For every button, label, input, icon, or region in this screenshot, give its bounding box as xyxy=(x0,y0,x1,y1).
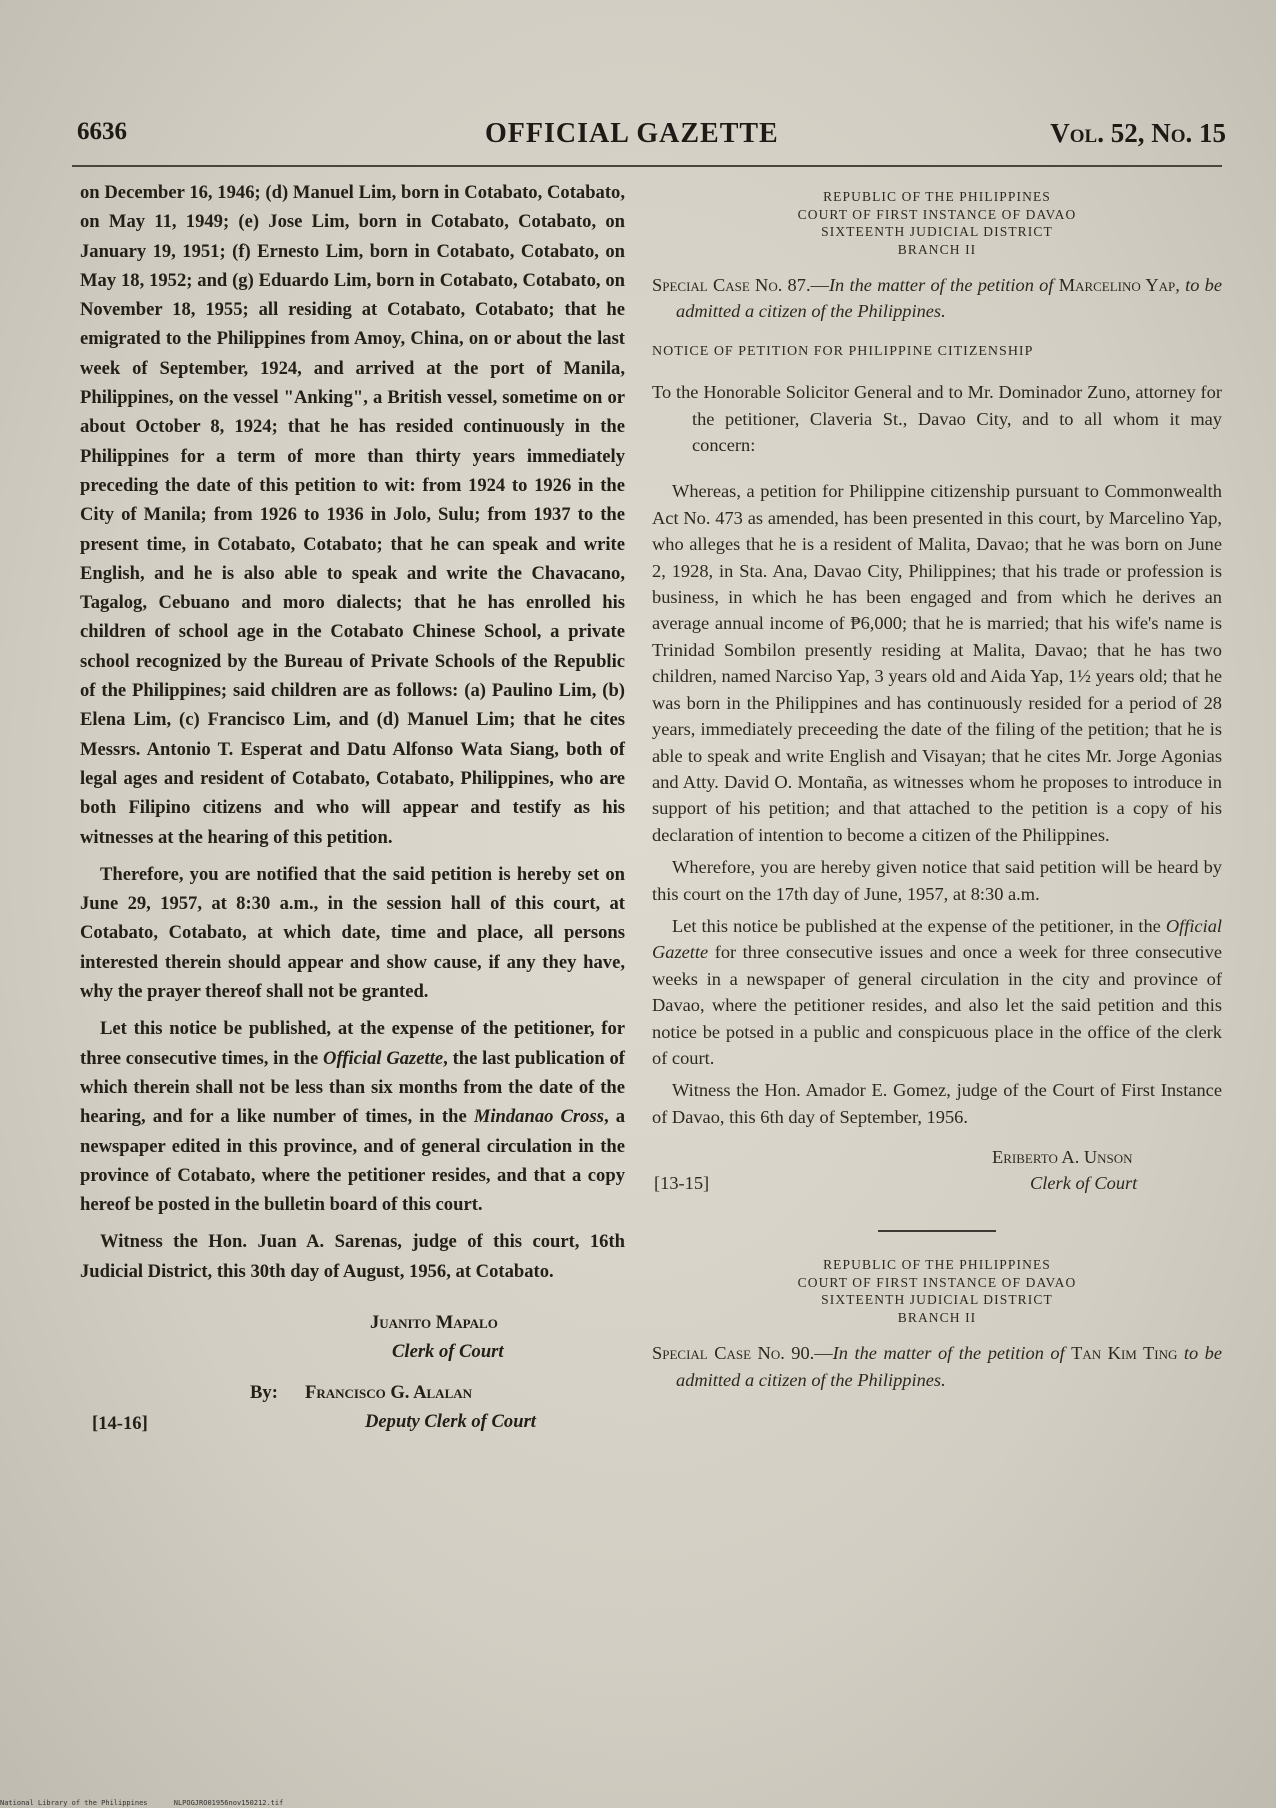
clerk-name: Juanito Mapalo xyxy=(370,1311,498,1333)
court-line: COURT OF FIRST INSTANCE OF DAVAO xyxy=(797,1274,1077,1290)
section-divider xyxy=(878,1230,996,1232)
case-text: In the matter of the petition of xyxy=(832,1343,1072,1364)
court-line: SIXTEENTH JUDICIAL DISTRICT xyxy=(821,224,1053,239)
notice-title: NOTICE OF PETITION FOR PHILIPPINE CITIZENSHIP xyxy=(652,343,1034,359)
scan-footer xyxy=(0,1799,305,1807)
court-line: REPUBLIC OF THE PHILIPPINES xyxy=(823,1257,1051,1273)
wherefore-paragraph: Wherefore, you are hereby given notice that said petition will be heard by this court on the 17th day of June, 1957, at 8:30 a.m. xyxy=(652,857,1222,904)
case-text: In the matter of the petition of xyxy=(828,275,1059,295)
official-gazette-ref: Official Gazette xyxy=(652,915,1222,963)
case-text: to be admitted a citizen of the Philippines. xyxy=(676,1343,1222,1390)
petitioner-name: Tan Kim Ting xyxy=(1071,1343,1178,1364)
clerk-name: Eriberto A. Unson xyxy=(992,1147,1133,1168)
court-line: BRANCH II xyxy=(897,241,977,257)
publication-title: OFFICIAL GAZETTE xyxy=(485,118,779,149)
right-signature-block xyxy=(652,1140,1222,1204)
publication-text-c: for three consecutive issues and once a week for three consecutive weeks in a newspaper of general circulation in the city and province of Davao, where the petitioner resides, and also let the said petition and this notice be potsed in a public and conspicuous place in the office of the clerk of court. xyxy=(652,942,1222,1068)
clerk-title: Clerk of Court xyxy=(1030,1173,1138,1194)
publication-text-e: , a newspaper edited in this province, and of general circulation in the province of Cotabato, where the petitioner resides, and that a copy hereof be posted in the bulletin board of this court. xyxy=(80,1106,626,1216)
publication-paragraph xyxy=(652,913,1222,1071)
court-heading-2 xyxy=(652,1256,1222,1326)
by-label: By: xyxy=(250,1381,278,1403)
library-label: National Library of the Philippines xyxy=(0,1799,148,1807)
case-label: Special Case No. 87.— xyxy=(652,275,829,295)
header-rule xyxy=(72,165,1222,167)
petition-continuation-paragraph: on December 16, 1946; (d) Manuel Lim, born in Cotabato, Cotabato, on May 11, 1949; (e) Jose Lim, born in Cotabato, Cotabato, on January 19, 1951; (f) Ernesto Lim, born in Cotabato, Cotabato, on May 18, 1952; and (g) Eduardo Lim, born in Cotabato, Cotabato, on November 18, 1955; all residing at Cotabato, Cotabato; that he emigrated to the Philippines from Amoy, China, on or about the last week of September, 1924, and arrived at the port of Manila, Philippines, on the vessel "Anking", a British vessel, sometime on or about October 8, 1924; that he has resided continuously in the Philippines for a term of more than thirty years immediately preceding the date of this petition to wit: from 1924 to 1926 in the City of Manila; from 1926 to 1936 in Jolo, Sulu; from 1937 to the present time, in Cotabato, Cotabato; that he can speak and write English, and he is also able to speak and write the Chavacano, Tagalog, Cebuano and moro dialects; that he has enrolled his children of school age in the Cotabato Chinese School, a private school recognized by the Bureau of Private Schools of the Republic of the Philippines; said children are as follows: (a) Paulino Lim, (b) Elena Lim, (c) Francisco Lim, and (d) Manuel Lim; that he cites Messrs. Antonio T. Esperat and Datu Alfonso Wata Siang, both of legal ages and resident of Cotabato, Cotabato, Philippines, who are both Filipino citizens and who will appear and testify as his witnesses at the hearing of this petition. xyxy=(80,182,625,848)
official-gazette-ref: Official Gazette xyxy=(323,1047,444,1069)
deputy-clerk-name: Francisco G. Alalan xyxy=(305,1381,473,1403)
whereas-paragraph: Whereas, a petition for Philippine citizenship pursuant to Commonwealth Act No. 473 as amended, has been presented in this court, by Marcelino Yap, who alleges that he is a resident of Malita, Davao; that he was born on June 2, 1928, in Sta. Ana, Davao City, Philippines; that his trade or profession is business, in which he has been engaged and from which he derives an average annual income of ₱6,000; that he is married; that his wife's name is Trinidad Sombilon presently residing at Malita, Davao; that he has two children, named Narciso Yap, 3 years old and Aida Yap, 1½ years old; that he was born in the Philippines and has continuously resided for a period of 28 years, immediately preceeding the date of the filing of the petition; that he is able to speak and write English and Visayan; that he cites Mr. Jorge Agonias and Atty. David O. Montaña, as witnesses whom he proposes to introduce in support of his petition; and that attached to the petition is a copy of his declaration of intention to become a citizen of the Philippines. xyxy=(652,481,1222,845)
volume-number: Vol. 52, No. 15 xyxy=(1050,118,1226,148)
court-line: COURT OF FIRST INSTANCE OF DAVAO xyxy=(797,206,1077,222)
court-line: BRANCH II xyxy=(897,1309,977,1325)
issue-reference: [14-16] xyxy=(92,1412,148,1434)
hearing-notice-paragraph: Therefore, you are notified that the said petition is hereby set on June 29, 1957, at 8:30 a.m., in the session hall of this court, at Cotabato, Cotabato, at which date, time and place, all persons interested therein should appear and show cause, if any they have, why the prayer thereof shall not be granted. xyxy=(80,863,625,1003)
left-column xyxy=(80,178,625,1452)
case-label: Special Case No. 90.— xyxy=(652,1343,833,1364)
page-number: 6636 xyxy=(77,118,127,145)
witness-paragraph: Witness the Hon. Juan A. Sarenas, judge of this court, 16th Judicial District, this 30th day of August, 1956, at Cotabato. xyxy=(80,1231,625,1282)
court-line: SIXTEENTH JUDICIAL DISTRICT xyxy=(821,1292,1053,1308)
witness-paragraph: Witness the Hon. Amador E. Gomez, judge of the Court of First Instance of Davao, this 6th day of September, 1956. xyxy=(652,1080,1222,1127)
publication-text-a: Let this notice be published at the expense of the petitioner, in the xyxy=(672,915,1166,936)
issue-reference: [13-15] xyxy=(654,1173,710,1194)
mindanao-cross-ref: Mindanao Cross xyxy=(473,1106,604,1128)
address-paragraph: To the Honorable Solicitor General and to Mr. Dominador Zuno, attorney for the petitioner, Claveria St., Davao City, and to all whom it may concern: xyxy=(652,382,1222,456)
publication-paragraph xyxy=(80,1014,625,1219)
right-column xyxy=(652,178,1222,1393)
case-text: , to be admitted a citizen of the Philippines. xyxy=(676,275,1222,322)
case-caption-90 xyxy=(652,1340,1222,1393)
publication-text-c: , the last publication of which therein shall not be less than six months from the date of the hearing, and for a like number of times, in the xyxy=(80,1047,625,1128)
petitioner-name: Marcelino Yap xyxy=(1058,275,1176,295)
file-name: NLPOGJRO01956nov150212.tif xyxy=(173,1799,284,1807)
case-caption-87 xyxy=(652,272,1222,325)
left-signature-block xyxy=(80,1302,625,1452)
court-line: REPUBLIC OF THE PHILIPPINES xyxy=(823,189,1051,204)
court-heading-1 xyxy=(652,188,1222,258)
publication-text-a: Let this notice be published, at the expense of the petitioner, for three consecutive times, in the xyxy=(80,1018,625,1069)
deputy-clerk-title: Deputy Clerk of Court xyxy=(365,1410,536,1432)
clerk-title: Clerk of Court xyxy=(392,1340,504,1362)
